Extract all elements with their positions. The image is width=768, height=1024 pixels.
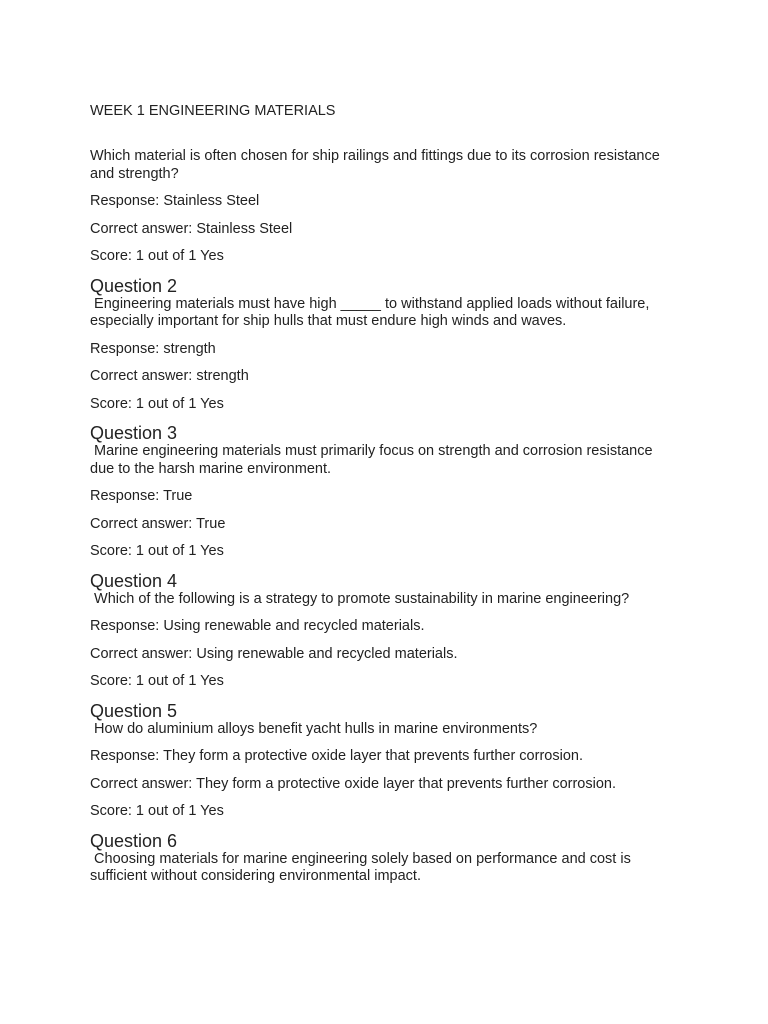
- document-title: WEEK 1 ENGINEERING MATERIALS: [90, 103, 336, 119]
- score-line: Score: 1 out of 1 Yes: [90, 543, 224, 559]
- question-prompt: How do aluminium alloys benefit yacht hulls in marine environments?: [90, 720, 538, 737]
- question-prompt: Which material is often chosen for ship railings and fittings due to its corrosion resistance and strength?: [90, 148, 664, 182]
- question-block-2: [90, 276, 678, 414]
- question-block-5: [90, 701, 678, 821]
- question-heading: Question 2: [90, 275, 178, 296]
- question-prompt: Marine engineering materials must primarily focus on strength and corrosion resistance due to the harsh marine environment.: [90, 443, 657, 477]
- response-line: Response: They form a protective oxide layer that prevents further corrosion.: [90, 748, 583, 764]
- correct-answer-line: Correct answer: They form a protective oxide layer that prevents further corrosion.: [90, 775, 616, 792]
- response-line: Response: strength: [90, 340, 216, 357]
- question-block-6: [90, 831, 678, 886]
- question-heading: Question 4: [90, 570, 178, 591]
- question-block-4: [90, 571, 678, 691]
- response-line: Response: Stainless Steel: [90, 193, 260, 209]
- score-line: Score: 1 out of 1 Yes: [90, 803, 224, 819]
- score-line: Score: 1 out of 1 Yes: [90, 395, 224, 412]
- question-heading: Question 5: [90, 700, 178, 721]
- correct-answer-line: Correct answer: strength: [90, 368, 249, 384]
- correct-answer-line: Correct answer: Stainless Steel: [90, 220, 293, 237]
- question-heading: Question 3: [90, 423, 178, 443]
- correct-answer-line: Correct answer: True: [90, 515, 226, 532]
- question-heading: Question 6: [90, 830, 178, 851]
- response-line: Response: True: [90, 488, 193, 504]
- question-prompt: Which of the following is a strategy to promote sustainability in marine engineering?: [90, 590, 630, 607]
- response-line: Response: Using renewable and recycled materials.: [90, 618, 425, 634]
- score-line: Score: 1 out of 1 Yes: [90, 673, 224, 689]
- question-block-3: [90, 423, 678, 561]
- question-prompt: Choosing materials for marine engineering solely based on performance and cost is sufficient without considering environmental impact.: [90, 850, 635, 884]
- correct-answer-line: Correct answer: Using renewable and recycled materials.: [90, 645, 458, 662]
- score-line: Score: 1 out of 1 Yes: [90, 248, 224, 264]
- question-prompt: Engineering materials must have high _____ to withstand applied loads without failure, especially important for ship hulls that must endure high winds and waves.: [90, 295, 654, 329]
- question-block-1: [90, 148, 678, 266]
